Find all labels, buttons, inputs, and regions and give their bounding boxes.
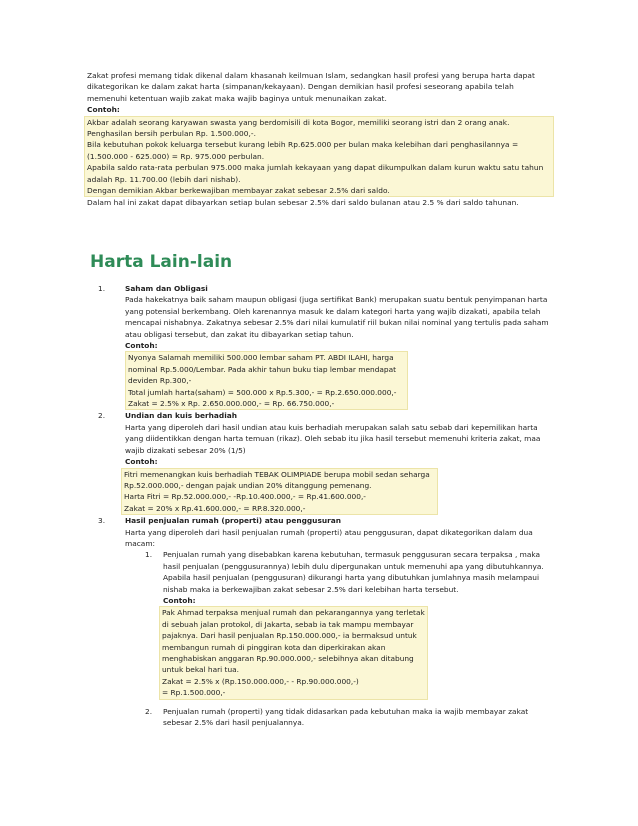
example-line: Fitri memenangkan kuis berhadiah TEBAK OLIMPIADE berupa mobil sedan seharga Rp.52.000.000,- dengan pajak undian 20% ditanggung pemenang. <box>124 469 430 490</box>
item-contoh-label: Contoh: <box>125 457 158 467</box>
intro-example-line: Akbar adalah seorang karyawan swasta yang berdomisili di kota Bogor, memiliki seorang istri dan 2 orang anak. <box>87 117 510 127</box>
intro-example-line: Penghasilan bersih perbulan Rp. 1.500.000,-. <box>87 129 257 139</box>
item-example-box <box>125 351 408 410</box>
sub-item-example-box <box>159 606 428 699</box>
item-number: 3. <box>98 516 106 526</box>
example-line: Zakat = 2.5% x Rp. 2.650.000.000,- = Rp. 66.750.000,- <box>128 399 335 409</box>
example-line: Pak Ahmad terpaksa menjual rumah dan pekarangannya yang terletak di sebuah jalan protokol, di Jakarta, sebab ia tak mampu membayar pajaknya. Dari hasil penjualan Rp.150.000.000,- ia bermaksud untuk membangun rumah di pinggiran kota dan diperkirakan akan menghabiskan anggaran Rp.90.000.000,- selebihnya akan ditabung untuk bekal hari tua. <box>162 608 425 675</box>
intro-example-line: Dengan demikian Akbar berkewajiban membayar zakat sebesar 2.5% dari saldo. <box>87 186 390 196</box>
list-item <box>98 410 558 515</box>
item-body: Harta yang diperoleh dari hasil penjualan rumah (properti) atau penggusuran, dapat dikategorikan dalam dua macam: <box>125 527 533 548</box>
item-title: Hasil penjualan rumah (properti) atau penggusuran <box>125 516 341 526</box>
section-title: Harta Lain-lain <box>90 252 233 272</box>
item-number: 1. <box>98 284 106 293</box>
example-line: = Rp.1.500.000,- <box>162 688 226 698</box>
example-line: Nyonya Salamah memiliki 500.000 lembar saham PT. ABDI ILAHI, harga nominal Rp.5.000/Lembar. Pada akhir tahun buku tiap lembar mendapat deviden Rp.300,- <box>128 353 397 386</box>
example-line: Total jumlah harta(saham) = 500.000 x Rp.5.300,- = Rp.2.650.000.000,- <box>128 387 397 397</box>
example-line: Harta Fitri = Rp.52.000.000,- -Rp.10.400.000,- = Rp.41.600.000,- <box>124 492 366 502</box>
intro-paragraph: Zakat profesi memang tidak dikenal dalam khasanah keilmuan Islam, sedangkan hasil profesi yang berupa harta dapat dikategorikan ke dalam zakat harta (simpanan/kekayaan). Dengan demikian hasil profesi seseorang apabila telah memenuhi ketentuan wajib zakat maka wajib baginya untuk menunaikan zakat. <box>87 71 535 103</box>
sub-item-body: Penjualan rumah (properti) yang tidak didasarkan pada kebutuhan maka ia wajib membayar zakat sebesar 2.5% dari hasil penjualannya. <box>163 706 529 728</box>
intro-closing: Dalam hal ini zakat dapat dibayarkan setiap bulan sebesar 2.5% dari saldo bulanan atau 2.5 % dari saldo tahunan. <box>87 198 519 208</box>
intro-block <box>84 70 554 209</box>
intro-example-line: Bila kebutuhan pokok keluarga tersebut kurang lebih Rp.625.000 per bulan maka kelebihan dari penghasilannya = (1.500.000 - 625.000) = Rp. 975.000 perbulan. <box>87 140 519 161</box>
example-line: Zakat = 2.5% x (Rp.150.000.000,- - Rp.90.000.000,-) <box>162 676 359 686</box>
item-contoh-label: Contoh: <box>125 341 158 351</box>
item-body: Harta yang diperoleh dari hasil undian atau kuis berhadiah merupakan salah satu sebab dari kepemilikan harta yang diidentikkan dengan harta temuan (rikaz). Oleh sebab itu jika hasil tersebut memenuhi kriteria zakat, maa wajib dizakati sebesar 20% (1/5) <box>125 422 541 455</box>
list-item <box>98 515 558 728</box>
sub-list-item <box>145 706 558 729</box>
sub-item-contoh-label: Contoh: <box>163 595 196 605</box>
item-number: 2. <box>98 411 106 421</box>
harta-list <box>98 283 558 728</box>
intro-example-line: Apabila saldo rata-rata perbulan 975.000 maka jumlah kekayaan yang dapat dikumpulkan dalam kurun waktu satu tahun adalah Rp. 11.700.00 (lebih dari nishab). <box>87 163 544 184</box>
item-example-box <box>121 468 438 516</box>
item-title: Saham dan Obligasi <box>125 284 208 293</box>
list-item <box>98 283 558 410</box>
example-line: Zakat = 20% x Rp.41.600.000,- = RP.8.320.000,- <box>124 503 306 513</box>
intro-example-box <box>84 116 554 198</box>
sub-list-item <box>145 549 558 699</box>
sub-item-body: Penjualan rumah yang disebabkan karena kebutuhan, termasuk penggusuran secara terpaksa , maka hasil penjualan (penggusurannya) lebih dulu dipergunakan untuk memenuhi apa yang dibutuhkannya. Apabila hasil penjualan (penggusuran) dikurangi harta yang dibutuhkan jumlahnya masih melampaui nishab maka ia berkewajiban zakat sebesar 2.5% dari kelebihan harta tersebut. <box>163 550 544 594</box>
item-body: Pada hakekatnya baik saham maupun obligasi (juga sertifikat Bank) merupakan suatu bentuk penyimpanan harta yang potensial berkembang. Oleh karenannya masuk ke dalam kategori harta yang wajib dizakati, apabila telah mencapai nishabnya. Zakatnya sebesar 2.5% dari nilai kumulatif riil bukan nilai nominal yang tertulis pada saham atau obligasi tersebut, dan zakat itu dibayarkan setiap tahun. <box>125 295 549 339</box>
item-title: Undian dan kuis berhadiah <box>125 411 237 421</box>
sub-item-number: 1. <box>145 550 153 560</box>
sub-item-number: 2. <box>145 706 153 716</box>
intro-contoh-label: Contoh: <box>87 105 120 115</box>
